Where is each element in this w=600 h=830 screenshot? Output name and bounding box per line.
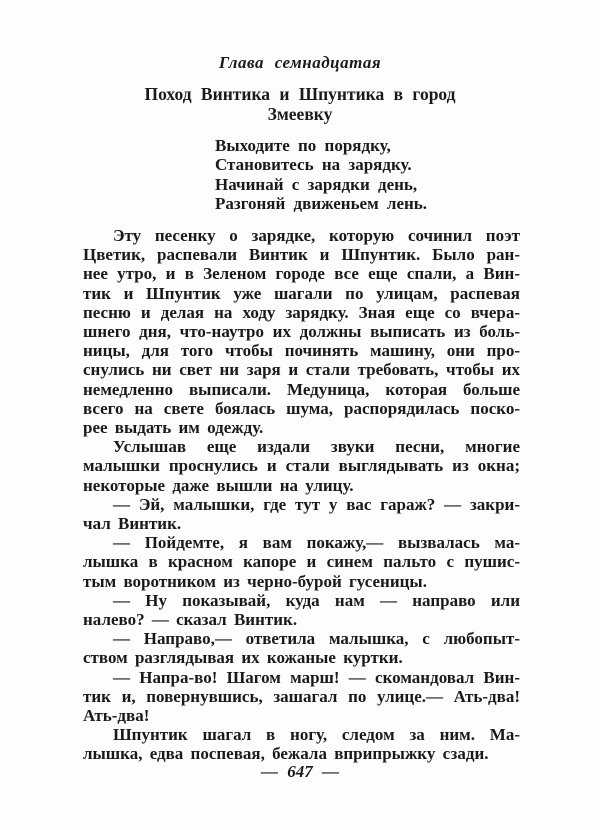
paragraph bbox=[83, 629, 520, 667]
text-line: песню и делая на ходу зарядку. Зная еще со вчера- bbox=[83, 302, 520, 322]
paragraph bbox=[83, 591, 520, 629]
text-line: чал Винтик. bbox=[83, 514, 182, 534]
paragraph bbox=[83, 495, 520, 533]
text-line: — Пойдемте, я вам покажу,— вызвалась ма- bbox=[113, 533, 520, 553]
poem-line: Выходите по порядку, bbox=[215, 136, 391, 155]
text-line: снулись ни свет ни заря и стали требовать, чтобы их bbox=[83, 360, 520, 380]
text-line: ством разглядывая их кожаные куртки. bbox=[83, 648, 403, 668]
title-line: Змеевку bbox=[267, 104, 333, 124]
text-line: Эту песенку о зарядке, которую сочинил поэт bbox=[113, 226, 520, 245]
paragraph bbox=[83, 668, 520, 726]
poem-line: Начинай с зарядки день, bbox=[215, 174, 418, 194]
page-number: — 647 — bbox=[261, 762, 339, 781]
poem-line: Разгоняй движеньем лень. bbox=[215, 193, 428, 213]
title-line: Поход Винтика и Шпунтика в город bbox=[144, 84, 456, 104]
paragraph bbox=[83, 226, 520, 437]
text-line: ницы, для того чтобы починять машину, они про- bbox=[83, 341, 520, 361]
text-line: рее выдать им одежду. bbox=[83, 418, 264, 438]
text-line: — Ну показывай, куда нам — направо или bbox=[113, 590, 520, 610]
text-line: немедленно выписали. Медуница, которая больше bbox=[83, 379, 520, 399]
chapter-heading: Глава семнадцатая bbox=[218, 53, 382, 72]
paragraph bbox=[83, 437, 520, 495]
text-line: малышки проснулись и стали выглядывать из окна; bbox=[83, 456, 520, 476]
poem bbox=[215, 136, 427, 213]
text-line: тым воротником из черно-бурой гусеницы. bbox=[83, 571, 427, 591]
body-text bbox=[83, 226, 520, 764]
paragraph bbox=[83, 533, 520, 591]
text-line: Цветик, распевали Винтик и Шпунтик. Было ран- bbox=[83, 245, 520, 265]
text-line: — Направо,— ответила малышка, с любопыт- bbox=[113, 629, 520, 649]
text-line: нее утро, и в Зеленом городе все еще спали, а Вин- bbox=[83, 264, 520, 284]
text-line: — Эй, малышки, где тут у вас гараж? — закри- bbox=[113, 494, 520, 514]
text-line: Услышав еще издали звуки песни, многие bbox=[113, 437, 520, 457]
text-line: некоторые даже вышли на улицу. bbox=[83, 475, 354, 495]
chapter-title bbox=[0, 84, 600, 124]
text-line: тик и, повернувшись, зашагал по улице.— Ать-два! bbox=[83, 686, 520, 706]
text-line: тик и Шпунтик уже шагали по улицам, распевая bbox=[83, 283, 520, 303]
text-line: шнего дня, что-наутро их должны выписать из боль- bbox=[83, 322, 520, 342]
text-line: Ать-два! bbox=[83, 706, 150, 726]
text-line: лышка, едва поспевая, бежала вприпрыжку сзади. bbox=[83, 744, 489, 764]
text-line: всего на свете боялась шума, распорядилась поско- bbox=[83, 398, 520, 418]
paragraph bbox=[83, 725, 520, 763]
text-line: — Напра-во! Шагом марш! — скомандовал Вин- bbox=[113, 667, 520, 687]
text-line: Шпунтик шагал в ногу, следом за ним. Ма- bbox=[113, 725, 520, 745]
poem-line: Становитесь на зарядку. bbox=[215, 155, 412, 175]
text-line: лышка в красном капоре и синем пальто с пушис- bbox=[83, 552, 520, 572]
text-line: налево? — сказал Винтик. bbox=[83, 610, 298, 630]
